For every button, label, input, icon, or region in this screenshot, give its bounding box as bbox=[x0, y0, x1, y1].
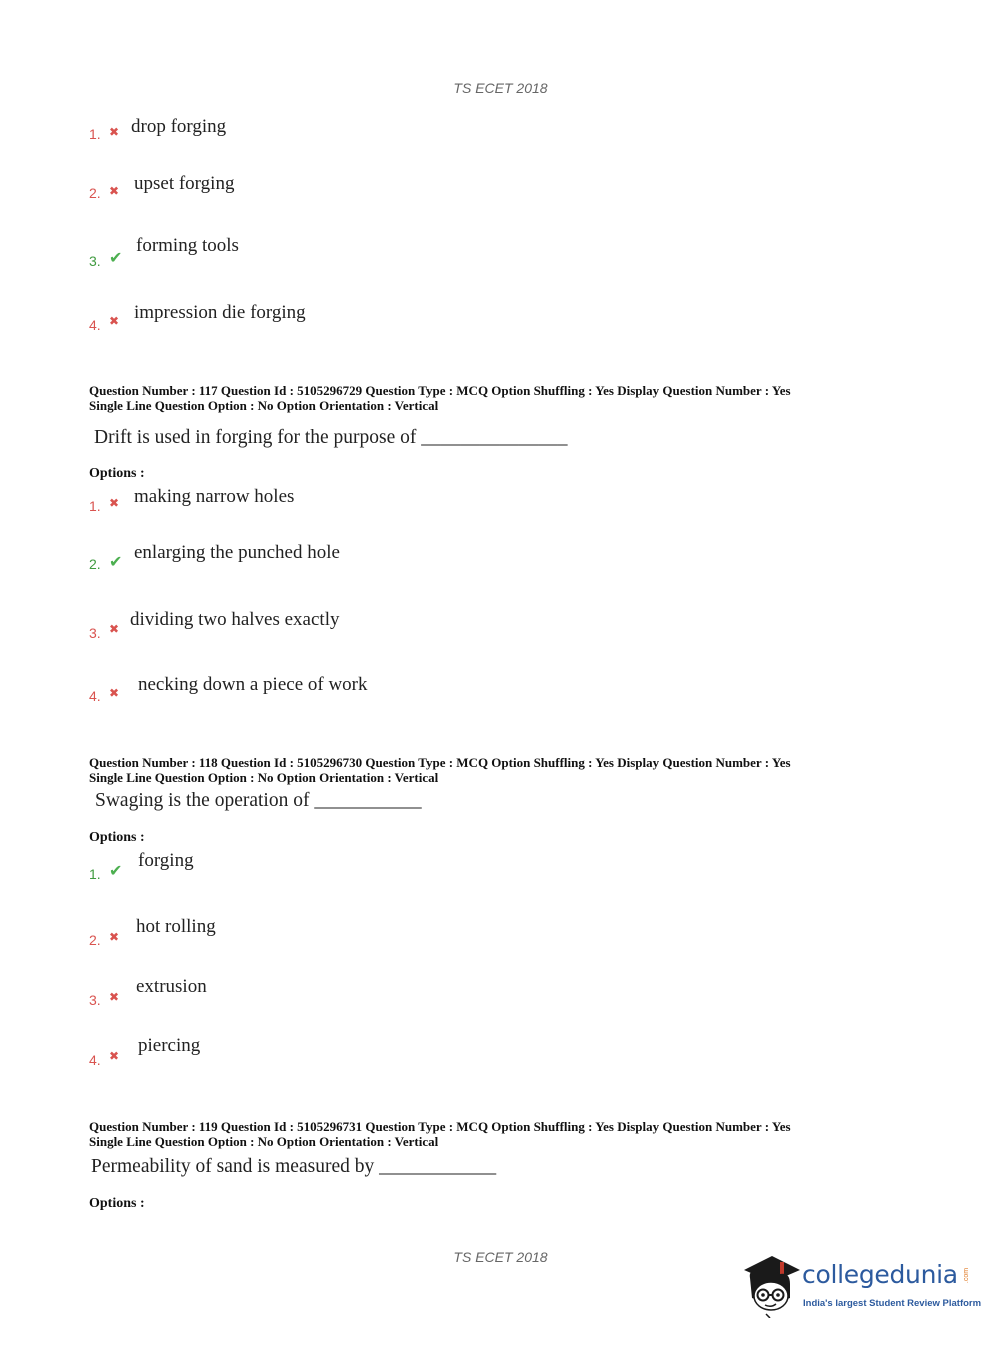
options-label: Options : bbox=[89, 466, 145, 481]
option-text: forming tools bbox=[136, 235, 239, 256]
cross-icon: ✖ bbox=[109, 990, 120, 1004]
mascot-icon bbox=[740, 1248, 804, 1318]
option-text: drop forging bbox=[131, 116, 227, 137]
question-meta bbox=[89, 756, 791, 785]
question-meta-line1: Question Number : 118 Question Id : 5105296730 Question Type : MCQ Option Shuffling : Yes Display Question Number : Yes bbox=[89, 755, 791, 770]
collegedunia-logo bbox=[740, 1248, 982, 1318]
question-text: Swaging is the operation of ___________ bbox=[95, 790, 422, 811]
question-meta-line1: Question Number : 119 Question Id : 5105296731 Question Type : MCQ Option Shuffling : Yes Display Question Number : Yes bbox=[89, 1119, 791, 1134]
logo-name: collegedunia bbox=[802, 1260, 958, 1289]
cross-icon: ✖ bbox=[109, 125, 120, 139]
cross-icon: ✖ bbox=[109, 686, 120, 700]
option-number: 2. bbox=[89, 185, 101, 201]
option-number: 1. bbox=[89, 126, 101, 142]
option-text: piercing bbox=[138, 1035, 201, 1056]
cross-icon: ✖ bbox=[109, 184, 120, 198]
logo-com: .com bbox=[963, 1267, 971, 1284]
option-number: 3. bbox=[89, 253, 101, 269]
option-text: necking down a piece of work bbox=[138, 674, 368, 695]
question-text: Permeability of sand is measured by ____________ bbox=[91, 1156, 497, 1177]
option-number: 3. bbox=[89, 625, 101, 641]
cross-icon: ✖ bbox=[109, 314, 120, 328]
question-meta bbox=[89, 384, 791, 413]
question-text: Drift is used in forging for the purpose of _______________ bbox=[94, 427, 568, 448]
option-number: 1. bbox=[89, 866, 101, 882]
question-meta-line1: Question Number : 117 Question Id : 5105296729 Question Type : MCQ Option Shuffling : Yes Display Question Number : Yes bbox=[89, 383, 791, 398]
option-number: 3. bbox=[89, 992, 101, 1008]
logo-tagline: India's largest Student Review Platform bbox=[803, 1298, 982, 1309]
cross-icon: ✖ bbox=[109, 930, 120, 944]
option-text: forging bbox=[138, 850, 194, 871]
option-number: 2. bbox=[89, 932, 101, 948]
question-meta bbox=[89, 1120, 791, 1149]
question-meta-line2: Single Line Question Option : No Option Orientation : Vertical bbox=[89, 769, 439, 785]
cross-icon: ✖ bbox=[109, 496, 120, 510]
option-text: hot rolling bbox=[136, 916, 216, 937]
option-number: 1. bbox=[89, 498, 101, 514]
option-text: dividing two halves exactly bbox=[130, 609, 340, 630]
check-icon: ✔ bbox=[109, 552, 123, 571]
option-number: 2. bbox=[89, 556, 101, 572]
options-label: Options : bbox=[89, 1196, 145, 1211]
check-icon: ✔ bbox=[109, 248, 123, 267]
option-text: extrusion bbox=[136, 976, 207, 997]
page-header: TS ECET 2018 bbox=[453, 80, 548, 96]
option-number: 4. bbox=[89, 317, 101, 333]
check-icon: ✔ bbox=[109, 861, 123, 880]
cross-icon: ✖ bbox=[109, 622, 120, 636]
option-text: impression die forging bbox=[134, 302, 306, 323]
question-meta-line2: Single Line Question Option : No Option Orientation : Vertical bbox=[89, 397, 439, 413]
option-text: upset forging bbox=[134, 173, 235, 194]
page-footer: TS ECET 2018 bbox=[453, 1249, 548, 1265]
option-number: 4. bbox=[89, 1052, 101, 1068]
option-text: enlarging the punched hole bbox=[134, 542, 340, 563]
option-number: 4. bbox=[89, 688, 101, 704]
question-meta-line2: Single Line Question Option : No Option Orientation : Vertical bbox=[89, 1133, 439, 1149]
options-label: Options : bbox=[89, 830, 145, 845]
cross-icon: ✖ bbox=[109, 1049, 120, 1063]
option-text: making narrow holes bbox=[134, 486, 295, 507]
